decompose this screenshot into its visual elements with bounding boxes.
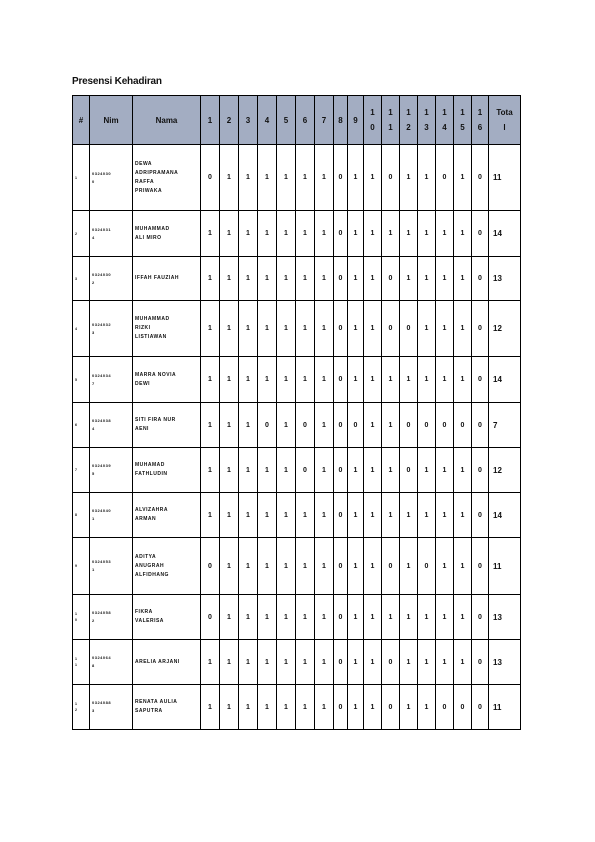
attendance-cell: 1: [220, 301, 239, 357]
attendance-cell: 1: [454, 640, 472, 685]
attendance-cell: 1: [277, 211, 296, 257]
attendance-cell: 1: [454, 145, 472, 211]
attendance-cell: 1: [277, 403, 296, 448]
attendance-cell: 1: [296, 493, 315, 538]
attendance-cell: 1: [436, 357, 454, 403]
row-total: 14: [489, 357, 521, 403]
row-number: 7: [73, 448, 90, 493]
col-header-session-13: 1 3: [418, 96, 436, 145]
attendance-cell: 1: [220, 493, 239, 538]
attendance-cell: 1: [382, 595, 400, 640]
attendance-cell: 0: [418, 403, 436, 448]
attendance-cell: 0: [400, 403, 418, 448]
attendance-cell: 1: [239, 538, 258, 595]
attendance-cell: 1: [258, 211, 277, 257]
attendance-cell: 1: [220, 403, 239, 448]
row-total: 14: [489, 211, 521, 257]
attendance-cell: 0: [382, 685, 400, 730]
attendance-cell: 1: [201, 301, 220, 357]
attendance-cell: 1: [201, 357, 220, 403]
attendance-cell: 1: [348, 640, 364, 685]
attendance-cell: 1: [315, 640, 334, 685]
row-nama: RENATA AULIA SAPUTRA: [133, 685, 201, 730]
row-nim: 0324031 4: [90, 211, 133, 257]
attendance-cell: 0: [201, 538, 220, 595]
attendance-cell: 1: [201, 257, 220, 301]
col-header-session-15: 1 5: [454, 96, 472, 145]
attendance-cell: 1: [239, 493, 258, 538]
attendance-cell: 1: [364, 685, 382, 730]
attendance-cell: 1: [436, 301, 454, 357]
attendance-cell: 0: [382, 640, 400, 685]
row-total: 13: [489, 640, 521, 685]
table-row: [73, 493, 521, 538]
attendance-cell: 1: [315, 301, 334, 357]
attendance-cell: 1: [296, 538, 315, 595]
attendance-cell: 1: [277, 301, 296, 357]
attendance-cell: 1: [220, 257, 239, 301]
attendance-cell: 1: [348, 448, 364, 493]
attendance-cell: 1: [201, 640, 220, 685]
row-number: 1 2: [73, 685, 90, 730]
table-row: [73, 357, 521, 403]
attendance-cell: 1: [315, 538, 334, 595]
attendance-cell: 1: [418, 145, 436, 211]
table-row: [73, 595, 521, 640]
attendance-cell: 1: [258, 685, 277, 730]
attendance-cell: 1: [400, 538, 418, 595]
attendance-cell: 1: [239, 403, 258, 448]
attendance-cell: 1: [296, 257, 315, 301]
attendance-cell: 1: [364, 403, 382, 448]
attendance-cell: 0: [436, 145, 454, 211]
attendance-cell: 1: [348, 685, 364, 730]
row-total: 12: [489, 448, 521, 493]
row-nama: ARELIA ARJANI: [133, 640, 201, 685]
attendance-cell: 1: [348, 145, 364, 211]
attendance-cell: 0: [472, 685, 489, 730]
col-header-session-3: 3: [239, 96, 258, 145]
page-title: Presensi Kehadiran: [72, 76, 162, 87]
row-nim: 0324053 1: [90, 538, 133, 595]
attendance-cell: 1: [201, 211, 220, 257]
col-header-nim: Nim: [90, 96, 133, 145]
col-header-session-2: 2: [220, 96, 239, 145]
attendance-cell: 1: [239, 640, 258, 685]
attendance-cell: 1: [258, 145, 277, 211]
attendance-cell: 1: [400, 640, 418, 685]
attendance-cell: 1: [348, 595, 364, 640]
row-number: 6: [73, 403, 90, 448]
attendance-cell: 1: [418, 211, 436, 257]
attendance-cell: 1: [364, 145, 382, 211]
attendance-cell: 1: [454, 448, 472, 493]
attendance-cell: 0: [400, 448, 418, 493]
attendance-cell: 0: [334, 640, 348, 685]
attendance-cell: 0: [334, 257, 348, 301]
attendance-cell: 1: [220, 640, 239, 685]
table-row: [73, 448, 521, 493]
attendance-cell: 1: [400, 257, 418, 301]
row-number: 8: [73, 493, 90, 538]
row-number: 5: [73, 357, 90, 403]
attendance-cell: 1: [277, 357, 296, 403]
attendance-cell: 0: [418, 538, 436, 595]
attendance-cell: 1: [382, 403, 400, 448]
attendance-cell: 1: [258, 448, 277, 493]
table-row: [73, 538, 521, 595]
col-header-nama: Nama: [133, 96, 201, 145]
row-number: 9: [73, 538, 90, 595]
col-header-session-11: 1 1: [382, 96, 400, 145]
row-nim: 0324030 0: [90, 145, 133, 211]
attendance-cell: 1: [315, 403, 334, 448]
attendance-cell: 1: [277, 685, 296, 730]
attendance-cell: 1: [348, 357, 364, 403]
attendance-cell: 1: [220, 595, 239, 640]
attendance-cell: 1: [400, 145, 418, 211]
attendance-cell: 1: [436, 538, 454, 595]
row-nim: 0324032 3: [90, 301, 133, 357]
attendance-cell: 1: [277, 448, 296, 493]
attendance-cell: 1: [239, 448, 258, 493]
col-header-total: Tota l: [489, 96, 521, 145]
col-header-session-6: 6: [296, 96, 315, 145]
row-total: 11: [489, 685, 521, 730]
attendance-cell: 1: [348, 257, 364, 301]
attendance-cell: 1: [418, 685, 436, 730]
attendance-cell: 0: [334, 595, 348, 640]
attendance-cell: 1: [296, 640, 315, 685]
attendance-cell: 1: [296, 301, 315, 357]
col-header-session-12: 1 2: [400, 96, 418, 145]
row-total: 13: [489, 257, 521, 301]
attendance-cell: 1: [418, 301, 436, 357]
attendance-cell: 1: [400, 493, 418, 538]
attendance-cell: 1: [258, 595, 277, 640]
attendance-cell: 1: [364, 211, 382, 257]
attendance-cell: 0: [334, 538, 348, 595]
col-header-session-14: 1 4: [436, 96, 454, 145]
attendance-cell: 1: [239, 595, 258, 640]
attendance-cell: 1: [239, 685, 258, 730]
attendance-cell: 1: [239, 145, 258, 211]
attendance-cell: 1: [418, 640, 436, 685]
row-nama: DEWA ADRIPRAMANA RAFFA PRIWAKA: [133, 145, 201, 211]
attendance-cell: 1: [315, 448, 334, 493]
attendance-cell: 1: [364, 493, 382, 538]
attendance-cell: 0: [382, 257, 400, 301]
attendance-cell: 1: [258, 357, 277, 403]
row-nama: SITI FIRA NUR AENI: [133, 403, 201, 448]
attendance-cell: 1: [201, 493, 220, 538]
col-header-session-7: 7: [315, 96, 334, 145]
attendance-cell: 0: [382, 301, 400, 357]
attendance-cell: 1: [296, 145, 315, 211]
attendance-cell: 1: [364, 538, 382, 595]
col-header-session-10: 1 0: [364, 96, 382, 145]
attendance-cell: 1: [382, 493, 400, 538]
attendance-cell: 1: [239, 357, 258, 403]
attendance-cell: 0: [472, 640, 489, 685]
attendance-cell: 1: [436, 493, 454, 538]
attendance-cell: 1: [364, 257, 382, 301]
row-nama: MUHAMMAD RIZKI LISTIAWAN: [133, 301, 201, 357]
attendance-cell: 1: [454, 257, 472, 301]
attendance-cell: 0: [334, 301, 348, 357]
attendance-cell: 1: [418, 357, 436, 403]
col-header-session-5: 5: [277, 96, 296, 145]
row-total: 7: [489, 403, 521, 448]
attendance-cell: 1: [364, 448, 382, 493]
attendance-cell: 0: [472, 448, 489, 493]
attendance-cell: 0: [258, 403, 277, 448]
attendance-cell: 0: [472, 145, 489, 211]
attendance-cell: 1: [364, 640, 382, 685]
attendance-cell: 1: [258, 257, 277, 301]
attendance-cell: 1: [277, 640, 296, 685]
col-header-session-16: 1 6: [472, 96, 489, 145]
attendance-cell: 1: [400, 211, 418, 257]
attendance-cell: 0: [296, 448, 315, 493]
attendance-cell: 0: [334, 403, 348, 448]
attendance-cell: 1: [364, 357, 382, 403]
table-row: [73, 403, 521, 448]
row-nim: 0324030 2: [90, 257, 133, 301]
attendance-cell: 0: [454, 685, 472, 730]
attendance-cell: 1: [436, 595, 454, 640]
attendance-cell: 1: [315, 357, 334, 403]
attendance-cell: 0: [382, 145, 400, 211]
attendance-cell: 1: [315, 595, 334, 640]
attendance-cell: 0: [472, 493, 489, 538]
attendance-cell: 0: [334, 145, 348, 211]
attendance-cell: 0: [472, 301, 489, 357]
table-row: [73, 211, 521, 257]
attendance-cell: 0: [472, 538, 489, 595]
attendance-cell: 0: [296, 403, 315, 448]
attendance-cell: 0: [436, 685, 454, 730]
attendance-cell: 0: [201, 145, 220, 211]
row-total: 14: [489, 493, 521, 538]
attendance-cell: 0: [400, 301, 418, 357]
attendance-cell: 1: [220, 211, 239, 257]
attendance-cell: 0: [472, 357, 489, 403]
attendance-cell: 1: [436, 211, 454, 257]
row-nama: IFFAH FAUZIAH: [133, 257, 201, 301]
attendance-cell: 0: [472, 211, 489, 257]
row-number: 1: [73, 145, 90, 211]
attendance-table: [72, 95, 521, 730]
attendance-cell: 1: [296, 685, 315, 730]
row-nim: 0324064 8: [90, 640, 133, 685]
row-total: 11: [489, 145, 521, 211]
table-row: [73, 685, 521, 730]
attendance-cell: 1: [382, 211, 400, 257]
col-header-no: #: [73, 96, 90, 145]
attendance-cell: 1: [436, 640, 454, 685]
attendance-cell: 1: [382, 448, 400, 493]
attendance-cell: 1: [315, 257, 334, 301]
row-nim: 0324058 2: [90, 595, 133, 640]
attendance-cell: 1: [220, 448, 239, 493]
row-nim: 0324039 5: [90, 448, 133, 493]
attendance-cell: 0: [334, 211, 348, 257]
row-number: 2: [73, 211, 90, 257]
row-nama: MUHAMAD FATHLUDIN: [133, 448, 201, 493]
attendance-cell: 1: [418, 448, 436, 493]
attendance-cell: 0: [201, 595, 220, 640]
attendance-cell: 0: [454, 403, 472, 448]
attendance-cell: 1: [348, 211, 364, 257]
row-nim: 0324038 4: [90, 403, 133, 448]
table-row: [73, 145, 521, 211]
row-nim: 0324088 3: [90, 685, 133, 730]
attendance-cell: 0: [382, 538, 400, 595]
attendance-cell: 0: [334, 448, 348, 493]
attendance-cell: 1: [364, 595, 382, 640]
attendance-cell: 1: [239, 257, 258, 301]
attendance-cell: 1: [277, 493, 296, 538]
attendance-cell: 1: [382, 357, 400, 403]
attendance-cell: 1: [258, 301, 277, 357]
row-nim: 0324034 7: [90, 357, 133, 403]
attendance-cell: 1: [315, 493, 334, 538]
attendance-cell: 1: [436, 448, 454, 493]
row-nama: ADITYA ANUGRAH ALFIDHANG: [133, 538, 201, 595]
attendance-cell: 1: [418, 493, 436, 538]
attendance-cell: 1: [220, 685, 239, 730]
row-number: 1 1: [73, 640, 90, 685]
attendance-cell: 1: [454, 211, 472, 257]
attendance-cell: 1: [220, 538, 239, 595]
attendance-cell: 1: [239, 211, 258, 257]
attendance-cell: 1: [436, 257, 454, 301]
attendance-cell: 1: [315, 211, 334, 257]
attendance-cell: 0: [472, 257, 489, 301]
attendance-cell: 1: [418, 257, 436, 301]
row-total: 11: [489, 538, 521, 595]
attendance-cell: 0: [472, 595, 489, 640]
attendance-cell: 1: [454, 538, 472, 595]
row-nim: 0324040 1: [90, 493, 133, 538]
attendance-cell: 1: [348, 301, 364, 357]
attendance-cell: 1: [277, 145, 296, 211]
attendance-cell: 1: [454, 595, 472, 640]
attendance-cell: 0: [436, 403, 454, 448]
attendance-cell: 1: [277, 257, 296, 301]
attendance-cell: 1: [400, 685, 418, 730]
attendance-cell: 1: [220, 145, 239, 211]
table-row: [73, 257, 521, 301]
row-total: 12: [489, 301, 521, 357]
attendance-cell: 1: [454, 357, 472, 403]
attendance-cell: 1: [348, 538, 364, 595]
attendance-cell: 1: [277, 595, 296, 640]
attendance-cell: 1: [315, 685, 334, 730]
attendance-cell: 1: [201, 403, 220, 448]
attendance-cell: 1: [296, 595, 315, 640]
attendance-cell: 1: [400, 595, 418, 640]
attendance-cell: 1: [454, 301, 472, 357]
attendance-cell: 0: [348, 403, 364, 448]
attendance-cell: 1: [364, 301, 382, 357]
attendance-cell: 1: [258, 538, 277, 595]
attendance-cell: 1: [258, 640, 277, 685]
attendance-cell: 1: [239, 301, 258, 357]
attendance-cell: 1: [454, 493, 472, 538]
attendance-cell: 1: [201, 685, 220, 730]
row-number: 1 0: [73, 595, 90, 640]
attendance-cell: 1: [348, 493, 364, 538]
row-nama: MARRA NOVIA DEWI: [133, 357, 201, 403]
table-row: [73, 640, 521, 685]
attendance-cell: 0: [334, 685, 348, 730]
row-nama: ALVIZAHRA ARMAN: [133, 493, 201, 538]
attendance-cell: 1: [400, 357, 418, 403]
attendance-cell: 1: [315, 145, 334, 211]
row-number: 4: [73, 301, 90, 357]
col-header-session-8: 8: [334, 96, 348, 145]
attendance-cell: 1: [277, 538, 296, 595]
attendance-cell: 0: [334, 493, 348, 538]
attendance-cell: 1: [220, 357, 239, 403]
attendance-cell: 0: [472, 403, 489, 448]
attendance-cell: 1: [296, 357, 315, 403]
row-number: 3: [73, 257, 90, 301]
attendance-cell: 1: [418, 595, 436, 640]
table-row: [73, 301, 521, 357]
attendance-cell: 1: [296, 211, 315, 257]
col-header-session-4: 4: [258, 96, 277, 145]
table-header-row: [73, 96, 521, 145]
row-total: 13: [489, 595, 521, 640]
attendance-cell: 1: [201, 448, 220, 493]
attendance-cell: 0: [334, 357, 348, 403]
attendance-cell: 1: [258, 493, 277, 538]
col-header-session-9: 9: [348, 96, 364, 145]
row-nama: MUHAMMAD ALI MIRO: [133, 211, 201, 257]
row-nama: FIKRA VALERISA: [133, 595, 201, 640]
col-header-session-1: 1: [201, 96, 220, 145]
